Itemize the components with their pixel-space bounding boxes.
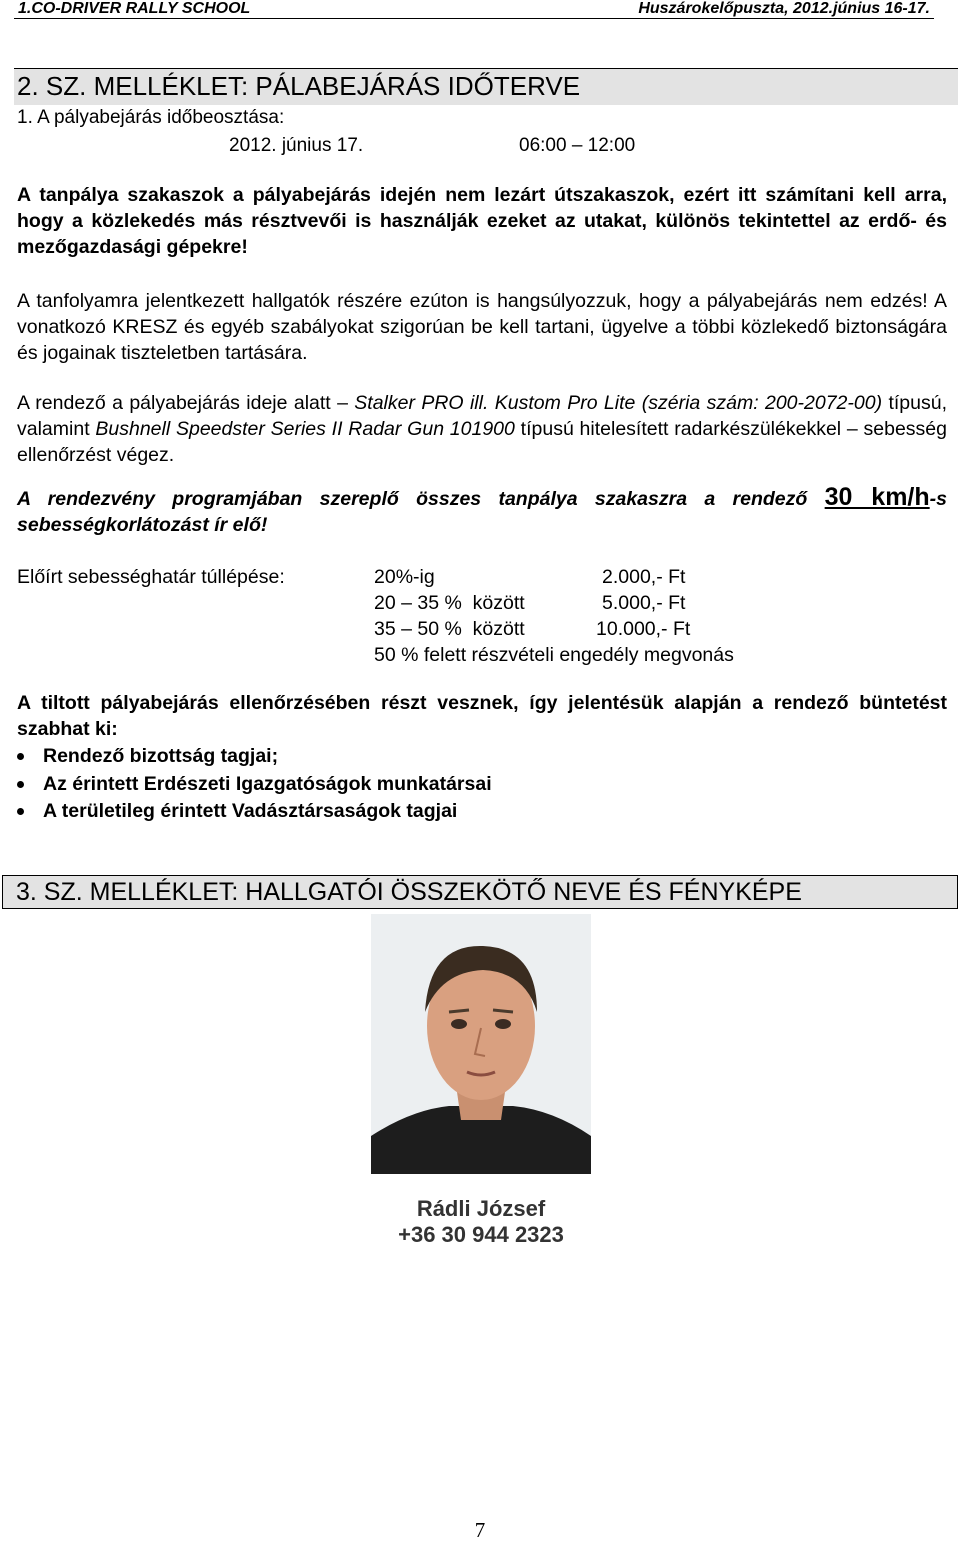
radar-device-2: Bushnell Speedster Series II Radar Gun 101900 (95, 418, 515, 440)
schedule-subtitle: 1. A pályabejárás időbeosztása: (17, 107, 285, 128)
list-item-text: Az érintett Erdészeti Igazgatóságok munkatársai (43, 772, 492, 795)
list-item (17, 771, 492, 799)
section2-title: 2. SZ. MELLÉKLET: PÁLABEJÁRÁS IDŐTERVE (17, 71, 581, 101)
schedule-date: 2012. június 17. (229, 135, 364, 156)
fine-amount: 5.000,- Ft (602, 592, 686, 614)
page-number: 7 (474, 1518, 486, 1542)
paragraph-enforcers: A tiltott pályabejárás ellenőrzésében részt vesznek, így jelentésük alapján a rendező büntetést szabhat ki: (17, 692, 947, 740)
page-header (14, 0, 934, 19)
fine-range: 35 – 50 % között (374, 618, 525, 640)
fine-revocation: 50 % felett részvételi engedély megvonás (374, 644, 734, 666)
speed-limit-value: 30 km/h (824, 483, 930, 511)
speed-limit-text-a: A rendezvény programjában szereplő összes tanpálya szakaszra a rendező (17, 488, 825, 510)
schedule-time: 06:00 – 12:00 (519, 135, 636, 156)
list-item-text: A területileg érintett Vadásztársaságok tagjai (43, 800, 458, 822)
radar-text-a: A rendező a pályabejárás ideje alatt – (17, 392, 355, 414)
radar-text-e: típusú hitelesített radarkészülékekkel – sebesség ellenőrzést végez. (17, 418, 947, 466)
header-location-date: Huszárokelőpuszta, 2012.június 16-17. (638, 0, 930, 17)
section2-title-bar (14, 68, 958, 105)
portrait-image (371, 914, 591, 1174)
fine-range: 20 – 35 % között (374, 592, 525, 614)
header-school-name: 1.CO-DRIVER RALLY SCHOOL (18, 0, 251, 17)
paragraph-radar (17, 390, 947, 468)
paragraph-road-usage (17, 182, 947, 260)
list-item-text: Rendező bizottság tagjai; (43, 745, 279, 767)
paragraph-speed-limit (17, 484, 947, 538)
fine-amount: 10.000,- Ft (596, 618, 691, 640)
section3-title: 3. SZ. MELLÉKLET: HALLGATÓI ÖSSZEKÖTŐ NEVE ÉS FÉNYKÉPE (16, 878, 802, 906)
contact-card (361, 914, 601, 1250)
paragraph-road-usage-text: A tanpálya szakaszok a pályabejárás idején nem lezárt útszakaszok, ezért itt számítani kell arra, hogy a közlekedés más résztvevői is használják ezeket az utakat, különös tekintettel az (17, 184, 947, 232)
radar-device-1: Stalker PRO ill. Kustom Pro Lite (széria szám: 200-2072-00) (354, 392, 883, 414)
list-item (17, 798, 492, 826)
paragraph-road-usage-emphasis: erdő- és mezőgazdasági gépekre! (17, 210, 947, 258)
fine-amount: 2.000,- Ft (602, 566, 686, 588)
bullet-icon (17, 808, 24, 815)
contact-photo (371, 914, 591, 1174)
bullet-icon (17, 781, 24, 788)
fines-label: Előírt sebességhatár túllépése: (17, 566, 285, 588)
radar-text-c: típusú, valamint (17, 392, 947, 440)
fine-range: 20%-ig (374, 566, 435, 588)
contact-name: Rádli József (416, 1196, 546, 1221)
enforcers-list (17, 743, 492, 826)
paragraph-not-training: A tanfolyamra jelentkezett hallgatók részére ezúton is hangsúlyozzuk, hogy a pályabejárás nem edzés! A vonatkozó KRESZ és egyéb szabályokat szigorúan be kell tartani, ügyelve a többi közlekedő biztonságára és jogainak tiszteletben tartására. (17, 290, 947, 364)
contact-phone: +36 30 944 2323 (398, 1222, 564, 1247)
bullet-icon (17, 753, 24, 760)
speed-limit-text-b: -s sebességkorlátozást ír elő! (17, 488, 947, 536)
list-item (17, 743, 492, 771)
section3-title-bar (2, 875, 958, 909)
